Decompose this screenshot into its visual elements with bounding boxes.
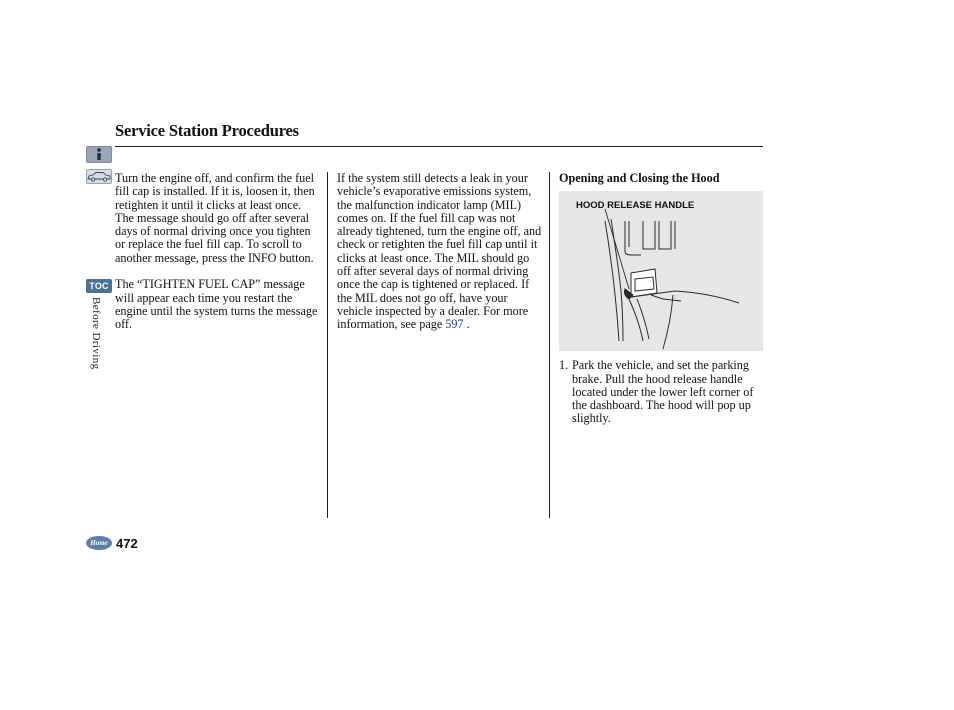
vehicle-button[interactable] xyxy=(86,169,112,184)
car-icon xyxy=(87,171,111,182)
step-item xyxy=(559,359,764,425)
title-divider xyxy=(115,146,763,147)
column-divider xyxy=(327,172,328,518)
step-number: 1. xyxy=(559,358,569,373)
section-tab-label[interactable]: Before Driving xyxy=(90,297,102,370)
step-text: Park the vehicle, and set the parking brake. Pull the hood release handle located under the lower left corner of the dashboard. The hood will pop up slightly. xyxy=(572,358,754,426)
toc-button[interactable]: TOC xyxy=(86,279,112,293)
column-divider xyxy=(549,172,550,518)
column-right xyxy=(559,172,764,426)
home-button[interactable]: Home xyxy=(86,536,112,550)
paragraph: Turn the engine off, and confirm the fuel fill cap is installed. If it is, loosen it, then retighten it until it clicks at least once. The message should go off after several days of normal driving once you tighten or replace the fuel fill cap. To scroll to another message, press the INFO button. xyxy=(115,171,315,265)
page-link[interactable]: 597 xyxy=(445,317,464,332)
figure-label: HOOD RELEASE HANDLE xyxy=(576,200,695,212)
info-button[interactable] xyxy=(86,146,112,163)
paragraph: The “TIGHTEN FUEL CAP” message will appear each time you restart the engine until the system turns the message off. xyxy=(115,277,318,332)
paragraph: If the system still detects a leak in your vehicle’s evaporative emissions system, the malfunction indicator lamp (MIL) comes on. If the fuel fill cap was not already tightened, turn the engine off, and check or retighten the fuel fill cap until it clicks at least once. The MIL should go off after several days of normal driving once the cap is tightened or replaced. If the MIL does not go off, have your vehicle inspected by a dealer. For more information, see page 597 . xyxy=(337,171,542,332)
info-icon xyxy=(94,148,104,161)
subheading: Opening and Closing the Hood xyxy=(559,171,720,185)
hood-release-drawing xyxy=(559,191,763,351)
page-number: 472 xyxy=(116,536,138,551)
section-title: Service Station Procedures xyxy=(115,121,299,140)
hood-release-illustration xyxy=(559,191,763,351)
column-middle xyxy=(337,172,542,345)
column-left xyxy=(115,172,321,345)
